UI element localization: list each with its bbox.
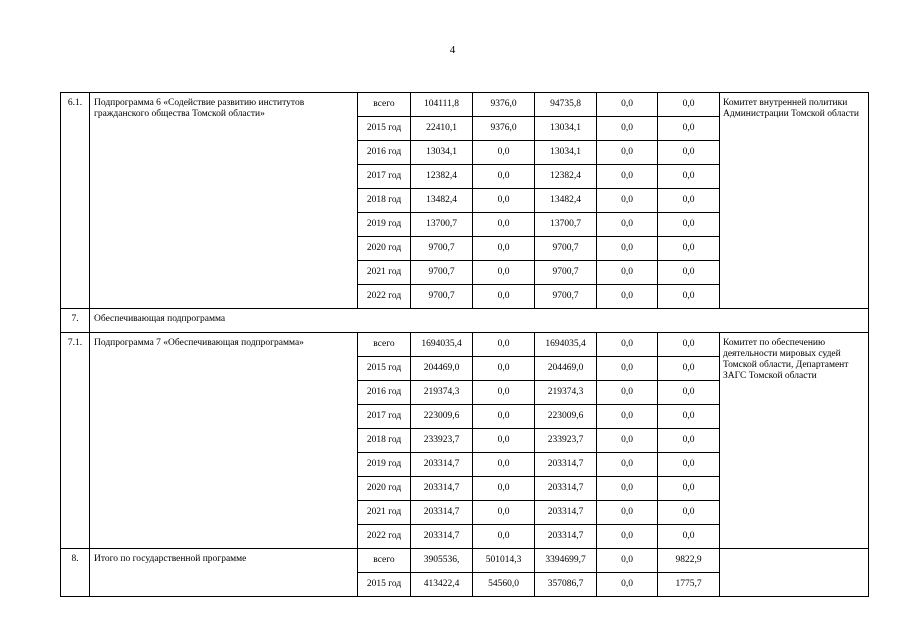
amount-cell: 13482,4 bbox=[535, 189, 597, 213]
period-cell: 2015 год bbox=[358, 573, 411, 597]
amount-cell: 0,0 bbox=[473, 285, 535, 309]
amount-cell: 0,0 bbox=[658, 501, 720, 525]
amount-cell: 0,0 bbox=[658, 477, 720, 501]
amount-cell: 501014,3 bbox=[473, 549, 535, 573]
amount-cell: 13700,7 bbox=[535, 213, 597, 237]
amount-cell: 0,0 bbox=[597, 213, 658, 237]
amount-cell: 0,0 bbox=[658, 453, 720, 477]
amount-cell: 0,0 bbox=[473, 381, 535, 405]
period-cell: 2020 год bbox=[358, 477, 411, 501]
amount-cell: 0,0 bbox=[658, 333, 720, 357]
period-cell: 2021 год bbox=[358, 261, 411, 285]
amount-cell: 9700,7 bbox=[535, 285, 597, 309]
amount-cell: 0,0 bbox=[597, 237, 658, 261]
period-cell: 2016 год bbox=[358, 141, 411, 165]
period-cell: всего bbox=[358, 549, 411, 573]
amount-cell: 0,0 bbox=[658, 285, 720, 309]
amount-cell: 0,0 bbox=[597, 165, 658, 189]
period-cell: 2015 год bbox=[358, 357, 411, 381]
amount-cell: 0,0 bbox=[597, 453, 658, 477]
amount-cell: 1775,7 bbox=[658, 573, 720, 597]
amount-cell: 204469,0 bbox=[535, 357, 597, 381]
amount-cell: 0,0 bbox=[658, 93, 720, 117]
amount-cell: 203314,7 bbox=[411, 525, 473, 549]
amount-cell: 0,0 bbox=[597, 261, 658, 285]
amount-cell: 0,0 bbox=[473, 477, 535, 501]
amount-cell: 203314,7 bbox=[535, 501, 597, 525]
amount-cell: 0,0 bbox=[473, 213, 535, 237]
amount-cell: 22410,1 bbox=[411, 117, 473, 141]
amount-cell: 223009,6 bbox=[535, 405, 597, 429]
amount-cell: 0,0 bbox=[658, 357, 720, 381]
amount-cell: 0,0 bbox=[473, 189, 535, 213]
amount-cell: 0,0 bbox=[473, 501, 535, 525]
amount-cell: 233923,7 bbox=[411, 429, 473, 453]
amount-cell: 0,0 bbox=[597, 381, 658, 405]
period-cell: 2019 год bbox=[358, 213, 411, 237]
amount-cell: 13034,1 bbox=[411, 141, 473, 165]
amount-cell: 0,0 bbox=[473, 429, 535, 453]
row-number: 8. bbox=[61, 549, 90, 597]
amount-cell: 219374,3 bbox=[535, 381, 597, 405]
amount-cell: 0,0 bbox=[597, 189, 658, 213]
period-cell: 2020 год bbox=[358, 237, 411, 261]
amount-cell: 9700,7 bbox=[535, 237, 597, 261]
amount-cell: 9822,9 bbox=[658, 549, 720, 573]
amount-cell: 12382,4 bbox=[535, 165, 597, 189]
amount-cell: 0,0 bbox=[597, 333, 658, 357]
amount-cell: 0,0 bbox=[473, 237, 535, 261]
amount-cell: 9376,0 bbox=[473, 117, 535, 141]
amount-cell: 0,0 bbox=[658, 525, 720, 549]
amount-cell: 0,0 bbox=[658, 141, 720, 165]
amount-cell: 54560,0 bbox=[473, 573, 535, 597]
amount-cell: 0,0 bbox=[473, 453, 535, 477]
amount-cell: 0,0 bbox=[473, 525, 535, 549]
amount-cell: 223009,6 bbox=[411, 405, 473, 429]
period-cell: всего bbox=[358, 333, 411, 357]
amount-cell: 203314,7 bbox=[411, 453, 473, 477]
amount-cell: 0,0 bbox=[658, 381, 720, 405]
table-row bbox=[61, 549, 869, 573]
amount-cell: 0,0 bbox=[658, 189, 720, 213]
amount-cell: 9376,0 bbox=[473, 93, 535, 117]
amount-cell: 3394699,7 bbox=[535, 549, 597, 573]
period-cell: 2016 год bbox=[358, 381, 411, 405]
amount-cell: 9700,7 bbox=[535, 261, 597, 285]
amount-cell: 0,0 bbox=[597, 525, 658, 549]
amount-cell: 413422,4 bbox=[411, 573, 473, 597]
period-cell: 2017 год bbox=[358, 165, 411, 189]
amount-cell: 0,0 bbox=[473, 357, 535, 381]
amount-cell: 0,0 bbox=[597, 117, 658, 141]
amount-cell: 13700,7 bbox=[411, 213, 473, 237]
period-cell: 2015 год bbox=[358, 117, 411, 141]
responsible-executor: Комитет внутренней политики Администрации Томской области bbox=[720, 93, 869, 309]
period-cell: 2018 год bbox=[358, 189, 411, 213]
amount-cell: 204469,0 bbox=[411, 357, 473, 381]
amount-cell: 0,0 bbox=[597, 93, 658, 117]
period-cell: 2022 год bbox=[358, 285, 411, 309]
amount-cell: 0,0 bbox=[658, 213, 720, 237]
amount-cell: 0,0 bbox=[597, 429, 658, 453]
program-name: Подпрограмма 7 «Обеспечивающая подпрограмма» bbox=[90, 333, 358, 549]
amount-cell: 0,0 bbox=[658, 261, 720, 285]
amount-cell: 3905536, bbox=[411, 549, 473, 573]
amount-cell: 13482,4 bbox=[411, 189, 473, 213]
budget-table bbox=[60, 92, 869, 597]
row-number: 6.1. bbox=[61, 93, 90, 309]
amount-cell: 0,0 bbox=[597, 477, 658, 501]
amount-cell: 0,0 bbox=[658, 405, 720, 429]
amount-cell: 9700,7 bbox=[411, 237, 473, 261]
amount-cell: 203314,7 bbox=[535, 477, 597, 501]
amount-cell: 9700,7 bbox=[411, 261, 473, 285]
amount-cell: 0,0 bbox=[658, 117, 720, 141]
amount-cell: 0,0 bbox=[597, 573, 658, 597]
amount-cell: 203314,7 bbox=[411, 477, 473, 501]
amount-cell: 0,0 bbox=[658, 237, 720, 261]
section-row bbox=[61, 309, 869, 333]
period-cell: 2021 год bbox=[358, 501, 411, 525]
program-name: Подпрограмма 6 «Содействие развитию институтов гражданского общества Томской области» bbox=[90, 93, 358, 309]
amount-cell: 233923,7 bbox=[535, 429, 597, 453]
amount-cell: 203314,7 bbox=[411, 501, 473, 525]
amount-cell: 1694035,4 bbox=[535, 333, 597, 357]
amount-cell: 0,0 bbox=[473, 141, 535, 165]
page-number: 4 bbox=[449, 44, 456, 56]
table-row bbox=[61, 93, 869, 117]
period-cell: 2022 год bbox=[358, 525, 411, 549]
amount-cell: 0,0 bbox=[597, 357, 658, 381]
period-cell: 2017 год bbox=[358, 405, 411, 429]
responsible-executor bbox=[720, 549, 869, 597]
section-title: Обеспечивающая подпрограмма bbox=[90, 309, 869, 333]
amount-cell: 0,0 bbox=[597, 501, 658, 525]
amount-cell: 203314,7 bbox=[535, 453, 597, 477]
amount-cell: 1694035,4 bbox=[411, 333, 473, 357]
amount-cell: 0,0 bbox=[658, 429, 720, 453]
amount-cell: 0,0 bbox=[597, 285, 658, 309]
amount-cell: 0,0 bbox=[597, 141, 658, 165]
responsible-executor: Комитет по обеспечению деятельности мировых судей Томской области, Департамент ЗАГС Томской области bbox=[720, 333, 869, 549]
amount-cell: 0,0 bbox=[597, 549, 658, 573]
amount-cell: 13034,1 bbox=[535, 141, 597, 165]
amount-cell: 0,0 bbox=[597, 405, 658, 429]
amount-cell: 0,0 bbox=[473, 333, 535, 357]
period-cell: 2018 год bbox=[358, 429, 411, 453]
amount-cell: 0,0 bbox=[473, 261, 535, 285]
amount-cell: 94735,8 bbox=[535, 93, 597, 117]
amount-cell: 104111,8 bbox=[411, 93, 473, 117]
amount-cell: 12382,4 bbox=[411, 165, 473, 189]
row-number: 7. bbox=[61, 309, 90, 333]
period-cell: 2019 год bbox=[358, 453, 411, 477]
amount-cell: 203314,7 bbox=[535, 525, 597, 549]
program-name: Итого по государственной программе bbox=[90, 549, 358, 597]
period-cell: всего bbox=[358, 93, 411, 117]
amount-cell: 0,0 bbox=[473, 165, 535, 189]
amount-cell: 219374,3 bbox=[411, 381, 473, 405]
amount-cell: 13034,1 bbox=[535, 117, 597, 141]
row-number: 7.1. bbox=[61, 333, 90, 549]
amount-cell: 9700,7 bbox=[411, 285, 473, 309]
amount-cell: 0,0 bbox=[473, 405, 535, 429]
amount-cell: 0,0 bbox=[658, 165, 720, 189]
amount-cell: 357086,7 bbox=[535, 573, 597, 597]
table-row bbox=[61, 333, 869, 357]
